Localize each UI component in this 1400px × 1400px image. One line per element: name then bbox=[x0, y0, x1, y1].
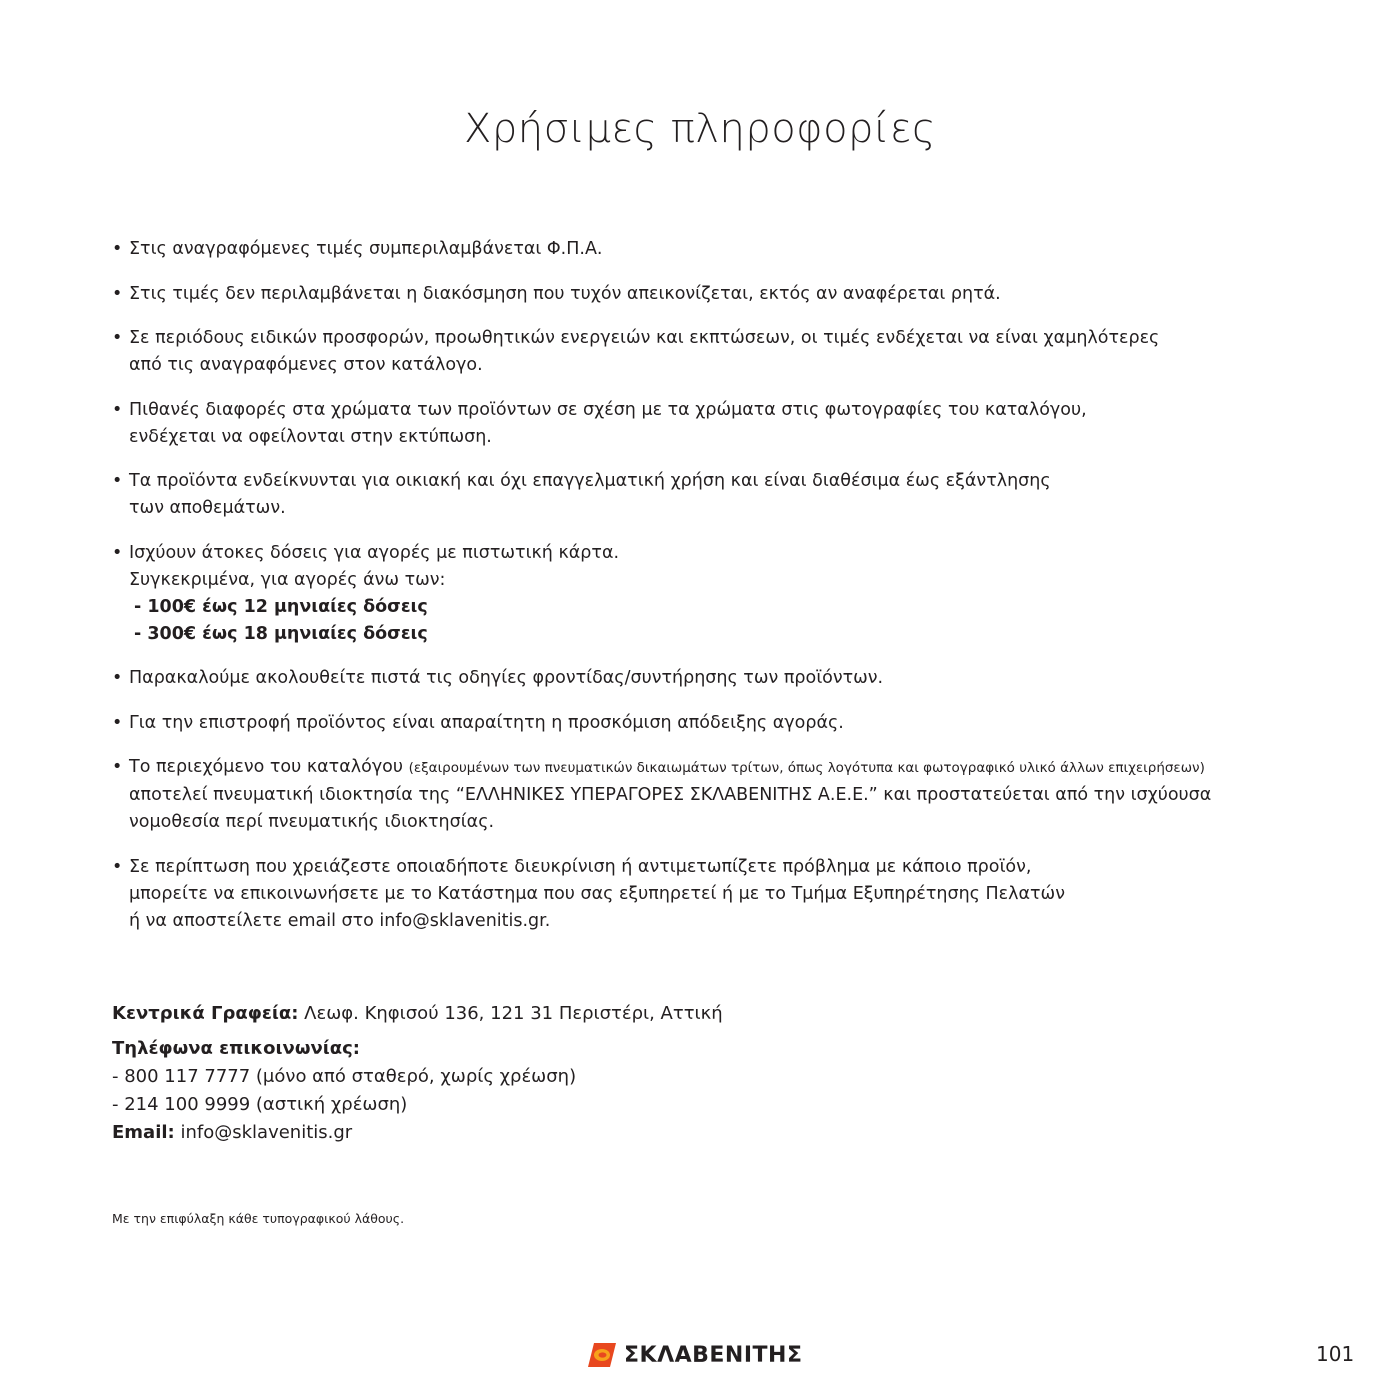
info-text: Σε περιόδους ειδικών προσφορών, προωθητικών ενεργειών και εκπτώσεων, οι τιμές ενδέχεται να είναι χαμηλότερες bbox=[129, 328, 1160, 348]
info-item-copyright bbox=[112, 754, 1302, 836]
info-text: των αποθεμάτων. bbox=[129, 498, 286, 518]
email-value: info@sklavenitis.gr bbox=[174, 1122, 353, 1143]
info-item-colors bbox=[112, 397, 1302, 451]
info-text: ενδέχεται να οφείλονται στην εκτύπωση. bbox=[129, 426, 492, 447]
phone-freephone: - 800 117 7777 (μόνο από σταθερό, χωρίς χρέωση) bbox=[112, 1066, 577, 1087]
page-title: Χρήσιμες πληροφορίες bbox=[463, 106, 937, 152]
info-list bbox=[112, 236, 1302, 952]
logo-mark-center bbox=[599, 1352, 607, 1357]
email-line bbox=[112, 1119, 723, 1147]
info-text: μπορείτε να επικοινωνήσετε με το Κατάστημα που σας εξυπηρετεί ή με το Τμήμα Εξυπηρέτησης Πελατών bbox=[129, 883, 1065, 904]
headquarters-value: Λεωφ. Κηφισού 136, 121 31 Περιστέρι, Αττική bbox=[298, 1003, 723, 1024]
info-text-main: Το περιεχόμενο του καταλόγου bbox=[129, 757, 409, 777]
info-text: Στις τιμές δεν περιλαμβάνεται η διακόσμηση που τυχόν απεικονίζεται, εκτός αν αναφέρεται ρητά. bbox=[129, 283, 1001, 304]
info-text: Για την επιστροφή προϊόντος είναι απαραίτητη η προσκόμιση απόδειξης αγοράς. bbox=[129, 712, 844, 733]
headquarters-address bbox=[112, 1000, 723, 1028]
sklavenitis-logo-icon bbox=[586, 1341, 618, 1369]
info-text: Τα προϊόντα ενδείκνυνται για οικιακή και όχι επαγγελματική χρήση και είναι διαθέσιμα έως εξάντλησης bbox=[129, 471, 1051, 491]
brand-name: ΣΚΛΑΒΕΝΙΤΗΣ bbox=[624, 1342, 803, 1368]
info-text: νομοθεσία περί πνευματικής ιδιοκτησίας. bbox=[129, 812, 495, 832]
info-text: Ισχύουν άτοκες δόσεις για αγορές με πιστωτική κάρτα. bbox=[129, 542, 620, 563]
bullet: • bbox=[112, 757, 123, 777]
info-item-vat bbox=[112, 236, 1302, 263]
installment-tier: - 300€ έως 18 μηνιαίες δόσεις bbox=[134, 623, 428, 644]
bullet: • bbox=[112, 239, 123, 259]
info-item-care bbox=[112, 665, 1302, 692]
installment-tier: - 100€ έως 12 μηνιαίες δόσεις bbox=[134, 596, 428, 617]
bullet: • bbox=[112, 542, 123, 563]
info-text: Στις αναγραφόμενες τιμές συμπεριλαμβάνεται Φ.Π.Α. bbox=[129, 239, 603, 259]
brand-logo bbox=[586, 1339, 802, 1371]
info-item-support bbox=[112, 854, 1302, 935]
info-item-offers bbox=[112, 325, 1302, 379]
info-text: αποτελεί πνευματική ιδιοκτησία της “ΕΛΛΗΝΙΚΕΣ ΥΠΕΡΑΓΟΡΕΣ ΣΚΛΑΒΕΝΙΤΗΣ Α.Ε.Ε.” και προστατεύεται από την ισχύουσα bbox=[129, 785, 1212, 805]
info-text: ή να αποστείλετε email στο info@sklavenitis.gr. bbox=[129, 910, 551, 931]
bullet: • bbox=[112, 399, 123, 420]
bullet: • bbox=[112, 283, 123, 304]
phone-local: - 214 100 9999 (αστική χρέωση) bbox=[112, 1094, 408, 1115]
info-item-returns bbox=[112, 710, 1302, 737]
info-text-note: (εξαιρουμένων των πνευματικών δικαιωμάτων τρίτων, όπως λογότυπα και φωτογραφικό υλικό άλλων επιχειρήσεων) bbox=[408, 760, 1205, 776]
disclaimer: Με την επιφύλαξη κάθε τυπογραφικού λάθους. bbox=[112, 1211, 405, 1226]
info-text: Παρακαλούμε ακολουθείτε πιστά τις οδηγίες φροντίδας/συντήρησης των προϊόντων. bbox=[129, 668, 884, 688]
info-text: από τις αναγραφόμενες στον κατάλογο. bbox=[129, 355, 483, 375]
info-item-household-use bbox=[112, 468, 1302, 522]
info-item-decoration bbox=[112, 281, 1302, 308]
page-number: 101 bbox=[1316, 1342, 1355, 1366]
bullet: • bbox=[112, 328, 123, 348]
contact-block bbox=[112, 1000, 723, 1147]
info-text: Συγκεκριμένα, για αγορές άνω των: bbox=[129, 569, 446, 590]
bullet: • bbox=[112, 471, 123, 491]
phones-label-text: Τηλέφωνα επικοινωνίας: bbox=[112, 1038, 360, 1059]
info-text: Πιθανές διαφορές στα χρώματα των προϊόντων σε σχέση με τα χρώματα στις φωτογραφίες του καταλόγου, bbox=[129, 399, 1087, 420]
phones-label bbox=[112, 1035, 723, 1063]
headquarters-label: Κεντρικά Γραφεία: bbox=[112, 1003, 299, 1024]
bullet: • bbox=[112, 712, 123, 733]
bullet: • bbox=[112, 856, 123, 877]
info-text bbox=[129, 754, 1302, 782]
info-item-installments bbox=[112, 540, 1302, 648]
info-text: Σε περίπτωση που χρειάζεστε οποιαδήποτε διευκρίνιση ή αντιμετωπίζετε πρόβλημα με κάποιο προϊόν, bbox=[129, 856, 1032, 877]
email-label: Email: bbox=[112, 1122, 175, 1143]
bullet: • bbox=[112, 668, 123, 688]
